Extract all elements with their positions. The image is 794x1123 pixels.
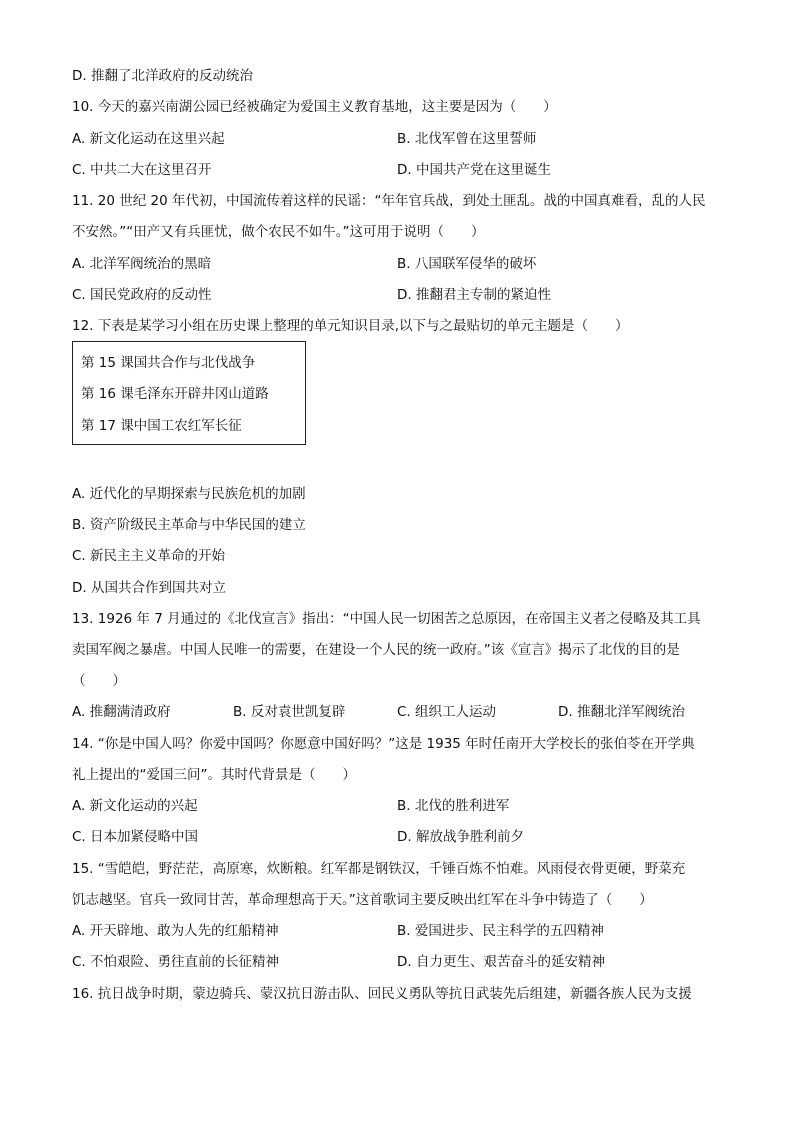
q10-option-a: A. 新文化运动在这里兴起 [72,131,225,147]
q12-option-a: A. 近代化的早期探索与民族危机的加剧 [72,486,306,502]
q10-option-b: B. 北伐军曾在这里誓师 [397,131,537,147]
q11-stem-line1: 11. 20 世纪 20 年代初，中国流传着这样的民谣：“年年官兵战，到处土匪乱。战的中国真难看，乱的人民 [72,193,706,209]
q13-option-d: D. 推翻北洋军阀统治 [558,704,685,720]
q13-stem-line1: 13. 1926 年 7 月通过的《北伐宣言》指出：“中国人民一切困苦之总原因，在帝国主义者之侵略及其工具 [72,611,701,627]
q15-stem-line2: 饥志越坚。官兵一致同甘苦，革命理想高于天。”这首歌词主要反映出红军在斗争中铸造了（ ） [72,892,653,908]
q12-table-row: 第 17 课中国工农红军长征 [81,418,242,434]
q13-stem-line2: 卖国军阀之暴虐。中国人民唯一的需要，在建设一个人民的统一政府。”该《宣言》揭示了北伐的目的是 [72,642,680,658]
q12-table [72,341,306,445]
q11-option-b: B. 八国联军侵华的破坏 [397,256,537,272]
q14-option-b: B. 北伐的胜利进军 [397,798,510,814]
q12-option-b: B. 资产阶级民主革命与中华民国的建立 [72,517,306,533]
q13-option-c: C. 组织工人运动 [397,704,497,720]
q14-stem-line2: 礼上提出的“爱国三问”。其时代背景是（ ） [72,767,356,783]
q12-table-row: 第 16 课毛泽东开辟井冈山道路 [81,386,269,402]
q14-option-c: C. 日本加紧侵略中国 [72,829,199,845]
q11-option-a: A. 北洋军阀统治的黑暗 [72,256,212,272]
q12-table-row: 第 15 课国共合作与北伐战争 [81,355,256,371]
q15-option-d: D. 自力更生、艰苦奋斗的延安精神 [397,954,605,970]
q13-option-b: B. 反对袁世凯复辟 [233,704,346,720]
q11-option-c: C. 国民党政府的反动性 [72,287,212,303]
q9-option-d: D. 推翻了北洋政府的反动统治 [72,68,253,84]
q10-option-c: C. 中共二大在这里召开 [72,162,212,178]
q16-stem-line1: 16. 抗日战争时期，蒙边骑兵、蒙汉抗日游击队、回民义勇队等抗日武装先后组建，新疆各族人民为支援 [72,986,692,1002]
q13-option-a: A. 推翻满清政府 [72,704,171,720]
q11-option-d: D. 推翻君主专制的紧迫性 [397,287,551,303]
q12-stem: 12. 下表是某学习小组在历史课上整理的单元知识目录,以下与之最贴切的单元主题是（ ） [72,318,629,334]
q12-option-d: D. 从国共合作到国共对立 [72,580,226,596]
q12-option-c: C. 新民主主义革命的开始 [72,548,226,564]
q15-option-a: A. 开天辟地、敢为人先的红船精神 [72,923,279,939]
q14-option-a: A. 新文化运动的兴起 [72,798,198,814]
q13-stem-line3: （ ） [72,673,126,689]
q10-option-d: D. 中国共产党在这里诞生 [397,162,551,178]
q15-option-b: B. 爱国进步、民主科学的五四精神 [397,923,604,939]
q14-stem-line1: 14. “你是中国人吗？你爱中国吗？你愿意中国好吗？”这是 1935 年时任南开大学校长的张伯苓在开学典 [72,736,695,752]
q11-stem-line2: 不安然。”“田产又有兵匪忧，做个农民不如牛。”这可用于说明（ ） [72,224,485,240]
q14-option-d: D. 解放战争胜利前夕 [397,829,524,845]
q15-stem-line1: 15. “雪皑皑，野茫茫，高原寒，炊断粮。红军都是钢铁汉，千锤百炼不怕难。风雨侵衣骨更硬，野菜充 [72,861,686,877]
q15-option-c: C. 不怕艰险、勇往直前的长征精神 [72,954,280,970]
q10-stem: 10. 今天的嘉兴南湖公园已经被确定为爱国主义教育基地，这主要是因为（ ） [72,99,557,115]
